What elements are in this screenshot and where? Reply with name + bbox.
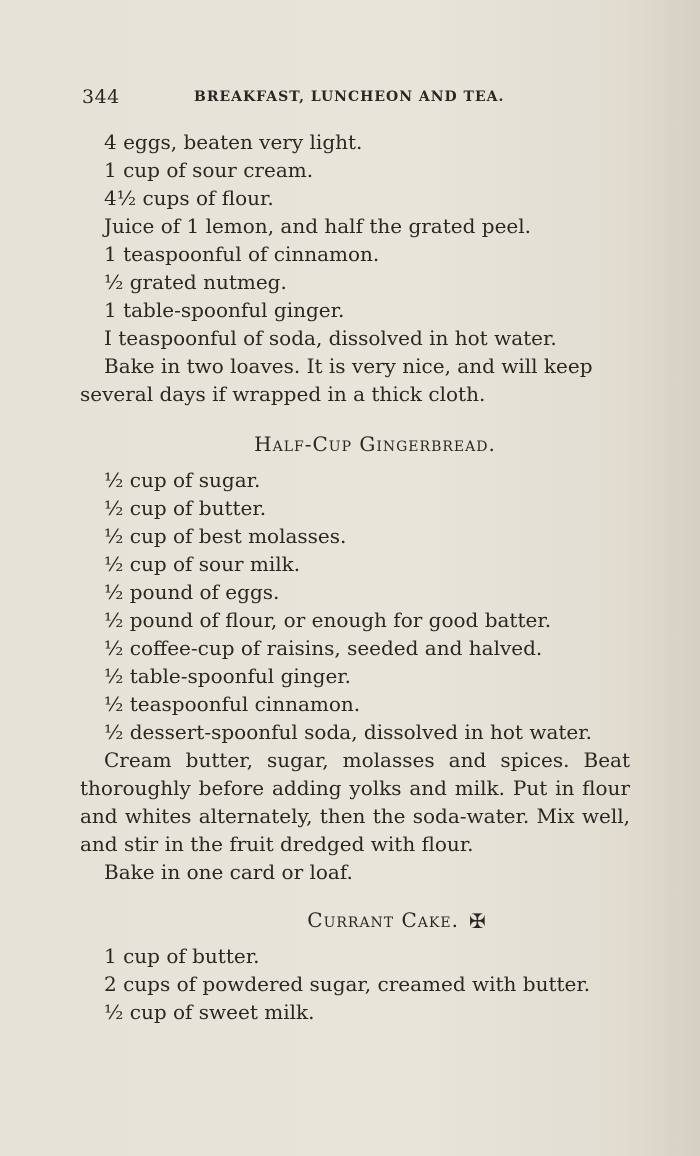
note-line: Bake in two loaves. It is very nice, and will keep	[104, 354, 593, 378]
ingredient-line: Juice of 1 lemon, and half the grated peel.	[104, 214, 531, 238]
ingredient-line: 1 table-spoonful ginger.	[104, 298, 345, 322]
ingredient-line: ½ dessert-spoonful soda, dissolved in hot water.	[104, 720, 592, 744]
ingredient-line: ½ cup of sweet milk.	[104, 1000, 315, 1024]
ingredient-line: ½ cup of butter.	[104, 496, 267, 520]
ingredient-line: ½ cup of best molasses.	[104, 524, 347, 548]
method-line: and stir in the fruit dredged with flour.	[80, 832, 474, 856]
ingredient-line: 4½ cups of flour.	[104, 186, 274, 210]
method-line: Cream butter, sugar, molasses and spices. Beat	[104, 748, 630, 772]
ingredient-line: ½ table-spoonful ginger.	[104, 664, 352, 688]
bake-instruction: Bake in one card or loaf.	[104, 860, 353, 884]
running-title: BREAKFAST, LUNCHEON AND TEA.	[194, 89, 505, 105]
ingredient-line: 4 eggs, beaten very light.	[104, 130, 363, 154]
recipe-title: Currant Cake.	[307, 908, 459, 932]
ingredient-line: ½ cup of sour milk.	[104, 552, 301, 576]
note-line: several days if wrapped in a thick cloth.	[80, 382, 486, 406]
cross-mark-icon: ✠	[468, 909, 487, 933]
page-number: 344	[82, 86, 120, 108]
ingredient-line: ½ teaspoonful cinnamon.	[104, 692, 361, 716]
ingredient-line: ½ coffee-cup of raisins, seeded and halved.	[104, 636, 543, 660]
ingredient-line: 1 cup of butter.	[104, 944, 260, 968]
page-header	[82, 86, 522, 112]
ingredient-line: I teaspoonful of soda, dissolved in hot water.	[104, 326, 557, 350]
recipe-title: Half-Cup Gingerbread.	[254, 432, 496, 456]
ingredient-line: ½ pound of flour, or enough for good batter.	[104, 608, 552, 632]
ingredient-line: ½ cup of sugar.	[104, 468, 261, 492]
method-line: thoroughly before adding yolks and milk. Put in flour	[80, 776, 630, 800]
ingredient-line: 2 cups of powdered sugar, creamed with butter.	[104, 972, 591, 996]
ingredient-line: ½ pound of eggs.	[104, 580, 280, 604]
method-line: and whites alternately, then the soda-water. Mix well,	[80, 804, 630, 828]
ingredient-line: ½ grated nutmeg.	[104, 270, 287, 294]
page-body	[80, 128, 630, 1026]
recipe-title-currant-cake	[80, 906, 630, 936]
ingredient-line: 1 cup of sour cream.	[104, 158, 314, 182]
ingredient-line: 1 teaspoonful of cinnamon.	[104, 242, 380, 266]
